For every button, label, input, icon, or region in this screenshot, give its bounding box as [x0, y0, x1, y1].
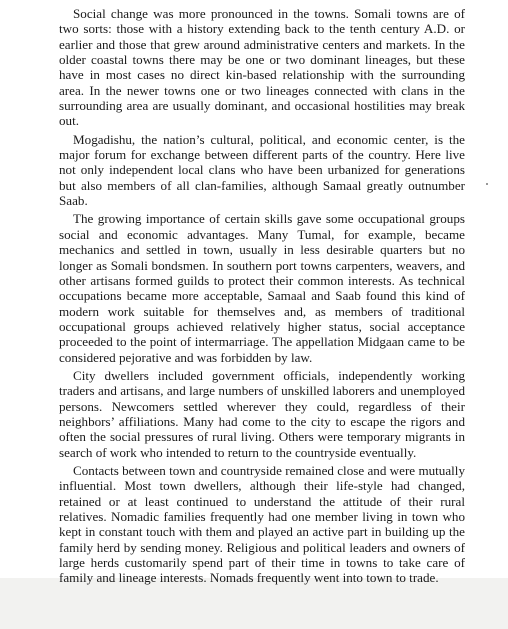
paragraph-city-dwellers: City dwellers included government officials, independently working traders and artisans, and large numbers of unskilled laborers and unemployed persons. Newcomers settled wherever they could, regardless of their neighbors’ affiliations. Many had come to the city to escape the rigors and often the social pressures of rural living. Others were temporary migrants in search of work who intended to return to the countryside eventually.	[59, 367, 465, 460]
text-column	[59, 6, 465, 589]
paragraph-town-types: Social change was more pronounced in the towns. Somali towns are of two sorts: those with a history extending back to the tenth century A.D. or earlier and those that grew around administrative centers and markets. In the older coastal towns there may be one or two dominant lineages, but these have in most cases no direct kin-based relationship with the surrounding area. In the newer towns one or two lineages connected with clans in the surrounding area are usually dominant, and occasional hostilities may break out.	[59, 6, 465, 129]
scan-speck	[486, 183, 488, 185]
paragraph-mogadishu: Mogadishu, the nation’s cultural, political, and economic center, is the major forum for exchange between different parts of the country. Here live not only independent local clans who have been urbanized for generations but also members of all clan-families, although Samaal greatly outnumber Saab.	[59, 131, 465, 209]
paragraph-occupational-groups: The growing importance of certain skills gave some occupational groups social and economic advantages. Many Tumal, for example, became mechanics and settled in town, usually in less desirable quarters but no longer as Somali bondsmen. In southern port towns carpenters, weavers, and other artisans formed guilds to protect their common interests. As technical occupations became more acceptable, Samaal and Saab found this kind of modern work suitable for themselves and, as members of traditional occupational groups achieved relatively higher status, social acceptance proceeded to the point of intermarriage. The appellation Midgaan came to be considered pejorative and was forbidden by law.	[59, 211, 465, 365]
paragraph-town-countryside: Contacts between town and countryside remained close and were mutually influential. Most town dwellers, although their life-style had changed, retained or at least continued to understand the attitude of their rural relatives. Nomadic families frequently had one member living in town who kept in constant touch with them and played an active part in building up the family herd by sending money. Religious and political leaders and owners of large herds customarily spend part of their time in towns to take care of family and lineage interests. Nomads frequently went into town to trade.	[59, 462, 465, 586]
